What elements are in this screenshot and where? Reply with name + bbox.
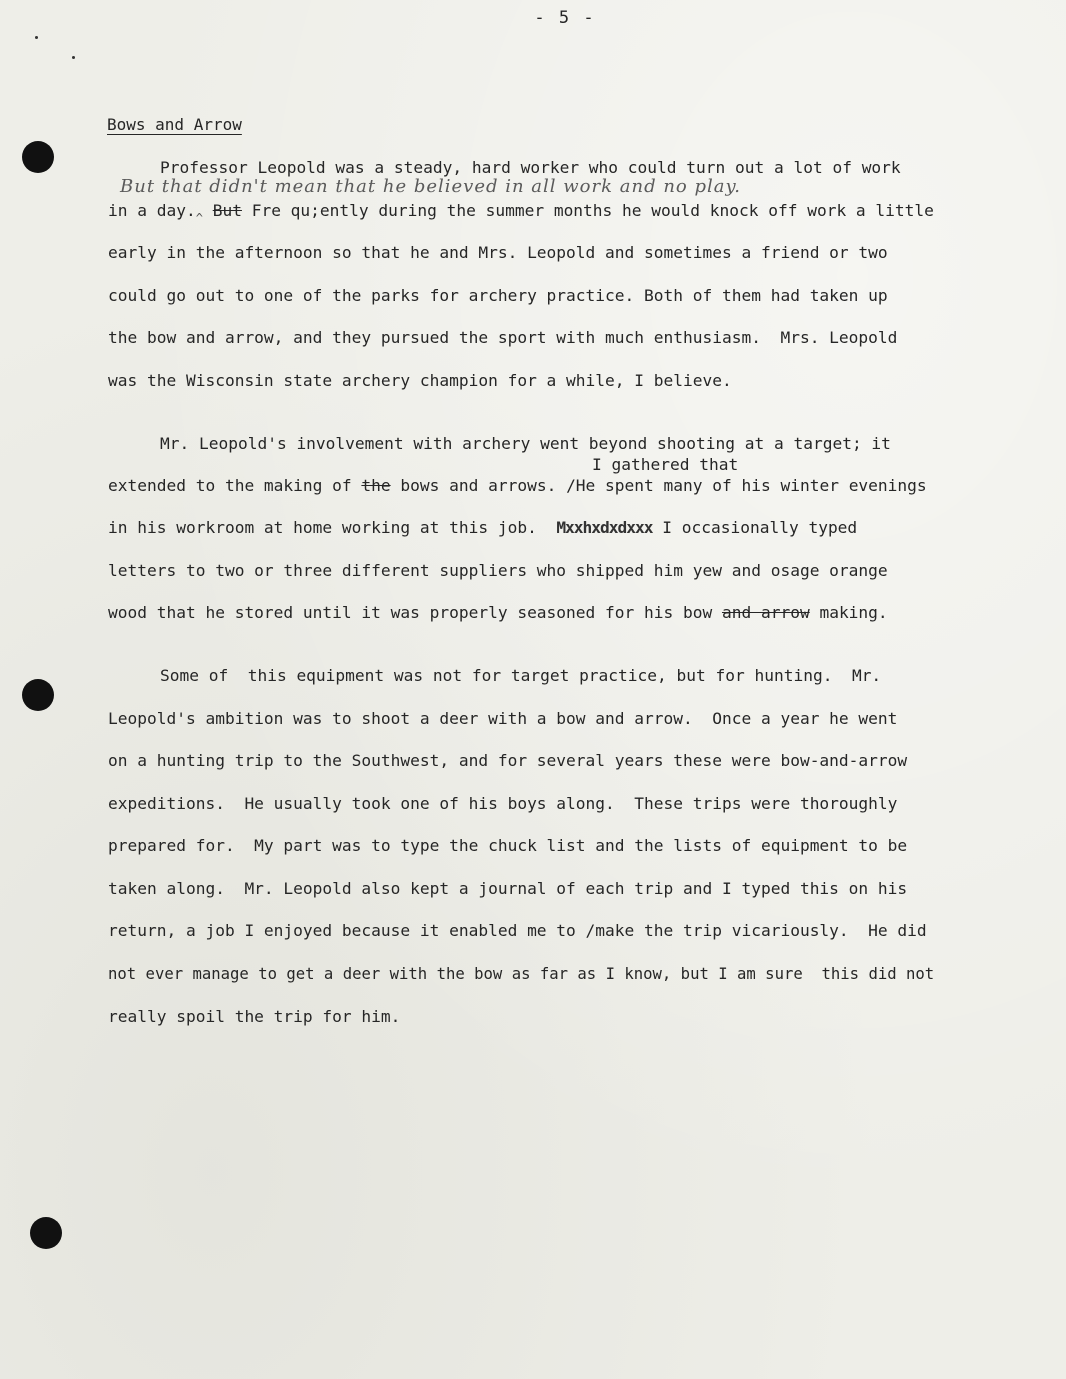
punch-hole-top: [22, 141, 54, 173]
text-line: expeditions. He usually took one of his boys along. These trips were thoroughly: [108, 794, 898, 813]
text-line: could go out to one of the parks for archery practice. Both of them had taken up: [108, 286, 888, 305]
text-line: prepared for. My part was to type the chuck list and the lists of equipment to be: [108, 836, 908, 855]
text-line: in his workroom at home working at this job. Mxxhxdxdxxx I occasionally typed: [108, 518, 858, 537]
section-heading: Bows and Arrow: [107, 115, 242, 134]
handwritten-insertion: But that didn't mean that he believed in all work and no play.: [120, 176, 741, 197]
text-line: return, a job I enjoyed because it enabled me to /make the trip vicariously. He did: [108, 921, 927, 940]
text-line: Leopold's ambition was to shoot a deer with a bow and arrow. Once a year he went: [108, 709, 898, 728]
text-line: extended to the making of the bows and arrows. /He spent many of his winter evenings: [108, 476, 927, 495]
struck-text: the: [361, 476, 391, 495]
punch-hole-bottom: [30, 1217, 62, 1249]
page-number: - 5 -: [534, 8, 596, 28]
text-line: really spoil the trip for him.: [108, 1007, 401, 1026]
text-line: in a $day._{\^{}}$ But Fre qu;ently during the summer months he would knock off work a little: [108, 201, 934, 225]
text-line: Some of this equipment was not for target practice, but for hunting. Mr.: [160, 666, 882, 685]
text-line: was the Wisconsin state archery champion for a while, I believe.: [108, 371, 732, 390]
text-line: Mr. Leopold's involvement with archery went beyond shooting at a target; it: [160, 434, 891, 453]
paper-speck: [35, 36, 38, 39]
punch-hole-middle: [22, 679, 54, 711]
typed-insertion: I gathered that: [592, 455, 739, 474]
text-line: not ever manage to get a deer with the bow as far as I know, but I am sure this did not: [108, 965, 935, 983]
struck-text: and arrow: [721, 603, 810, 622]
text-line: letters to two or three different suppliers who shipped him yew and osage orange: [108, 561, 888, 580]
paper-speck: [72, 56, 75, 59]
text-line: taken along. Mr. Leopold also kept a journal of each trip and I typed this on his: [108, 879, 908, 898]
text-line: the bow and arrow, and they pursued the sport with much enthusiasm. Mrs. Leopold: [108, 328, 898, 347]
text-line: Professor Leopold was a steady, hard worker who could turn out a lot of work: [160, 158, 901, 177]
struck-text: But: [212, 201, 242, 220]
typed-over-text: Mxxhxdxdxxx: [556, 518, 653, 537]
insertion-caret: ^: [195, 211, 203, 225]
text-line: early in the afternoon so that he and Mrs. Leopold and sometimes a friend or two: [108, 243, 888, 262]
text-line: on a hunting trip to the Southwest, and for several years these were bow-and-arrow: [108, 751, 908, 770]
text-line: wood that he stored until it was properly seasoned for his bow and arrow making.: [108, 603, 888, 622]
